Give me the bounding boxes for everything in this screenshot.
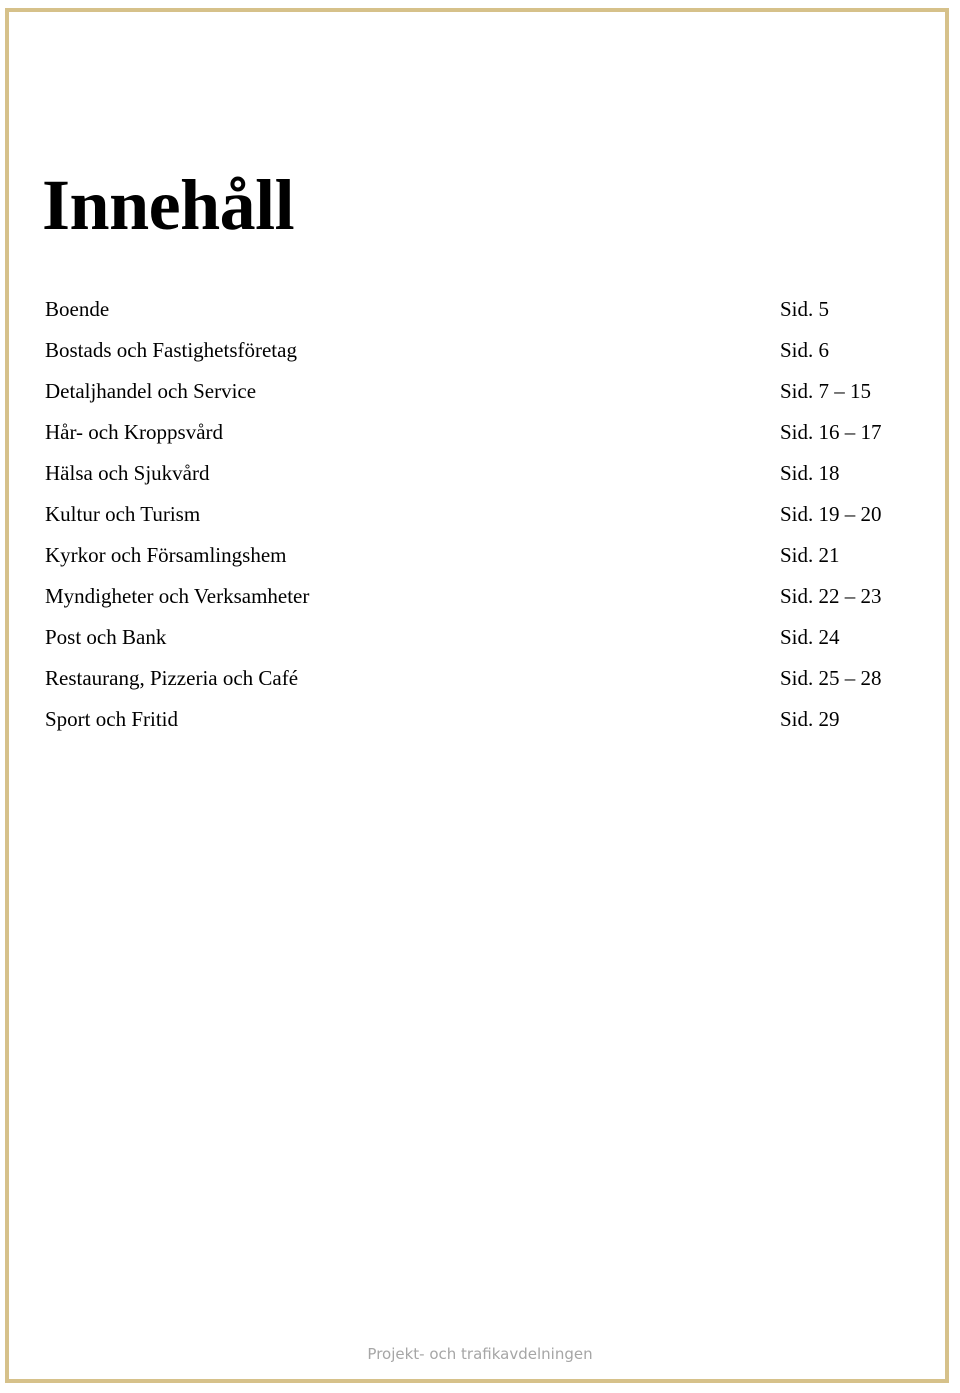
toc-entry [45,699,915,740]
toc-entry-page: Sid. 7 – 15 [780,379,872,403]
toc-entry-title: Hår- och Kroppsvård [45,420,224,444]
toc-entry-title: Sport och Fritid [45,707,179,731]
toc-entry-page: Sid. 19 – 20 [780,502,882,526]
page-title: Innehåll [42,165,295,245]
toc-entry-title: Restaurang, Pizzeria och Café [45,666,299,690]
toc-entry [45,617,915,658]
toc-entry-title: Myndigheter och Verksamheter [45,584,310,608]
toc-entry-page: Sid. 24 [780,625,840,649]
toc-entry-page: Sid. 22 – 23 [780,584,882,608]
toc-entry [45,658,915,699]
toc-entry-page: Sid. 6 [780,338,830,362]
toc-entry-page: Sid. 5 [780,297,830,321]
toc-entry-page: Sid. 21 [780,543,840,567]
page-footer: Projekt- och trafikavdelningen [367,1345,593,1363]
toc-entry [45,371,915,412]
toc-entry [45,494,915,535]
toc-entry-title: Detaljhandel och Service [45,379,257,403]
toc-entry-page: Sid. 18 [780,461,840,485]
toc-entry [45,330,915,371]
table-of-contents [45,289,915,740]
toc-entry-page: Sid. 29 [780,707,840,731]
toc-entry-title: Post och Bank [45,625,167,649]
toc-entry-title: Kultur och Turism [45,502,201,526]
toc-entry [45,576,915,617]
toc-entry-page: Sid. 25 – 28 [780,666,882,690]
toc-entry-title: Hälsa och Sjukvård [45,461,210,485]
toc-entry-page: Sid. 16 – 17 [780,420,882,444]
toc-entry [45,412,915,453]
toc-entry [45,535,915,576]
toc-entry-title: Kyrkor och Församlingshem [45,543,287,567]
toc-entry-title: Boende [45,297,110,321]
toc-entry-title: Bostads och Fastighetsföretag [45,338,297,362]
toc-entry [45,289,915,330]
toc-entry [45,453,915,494]
